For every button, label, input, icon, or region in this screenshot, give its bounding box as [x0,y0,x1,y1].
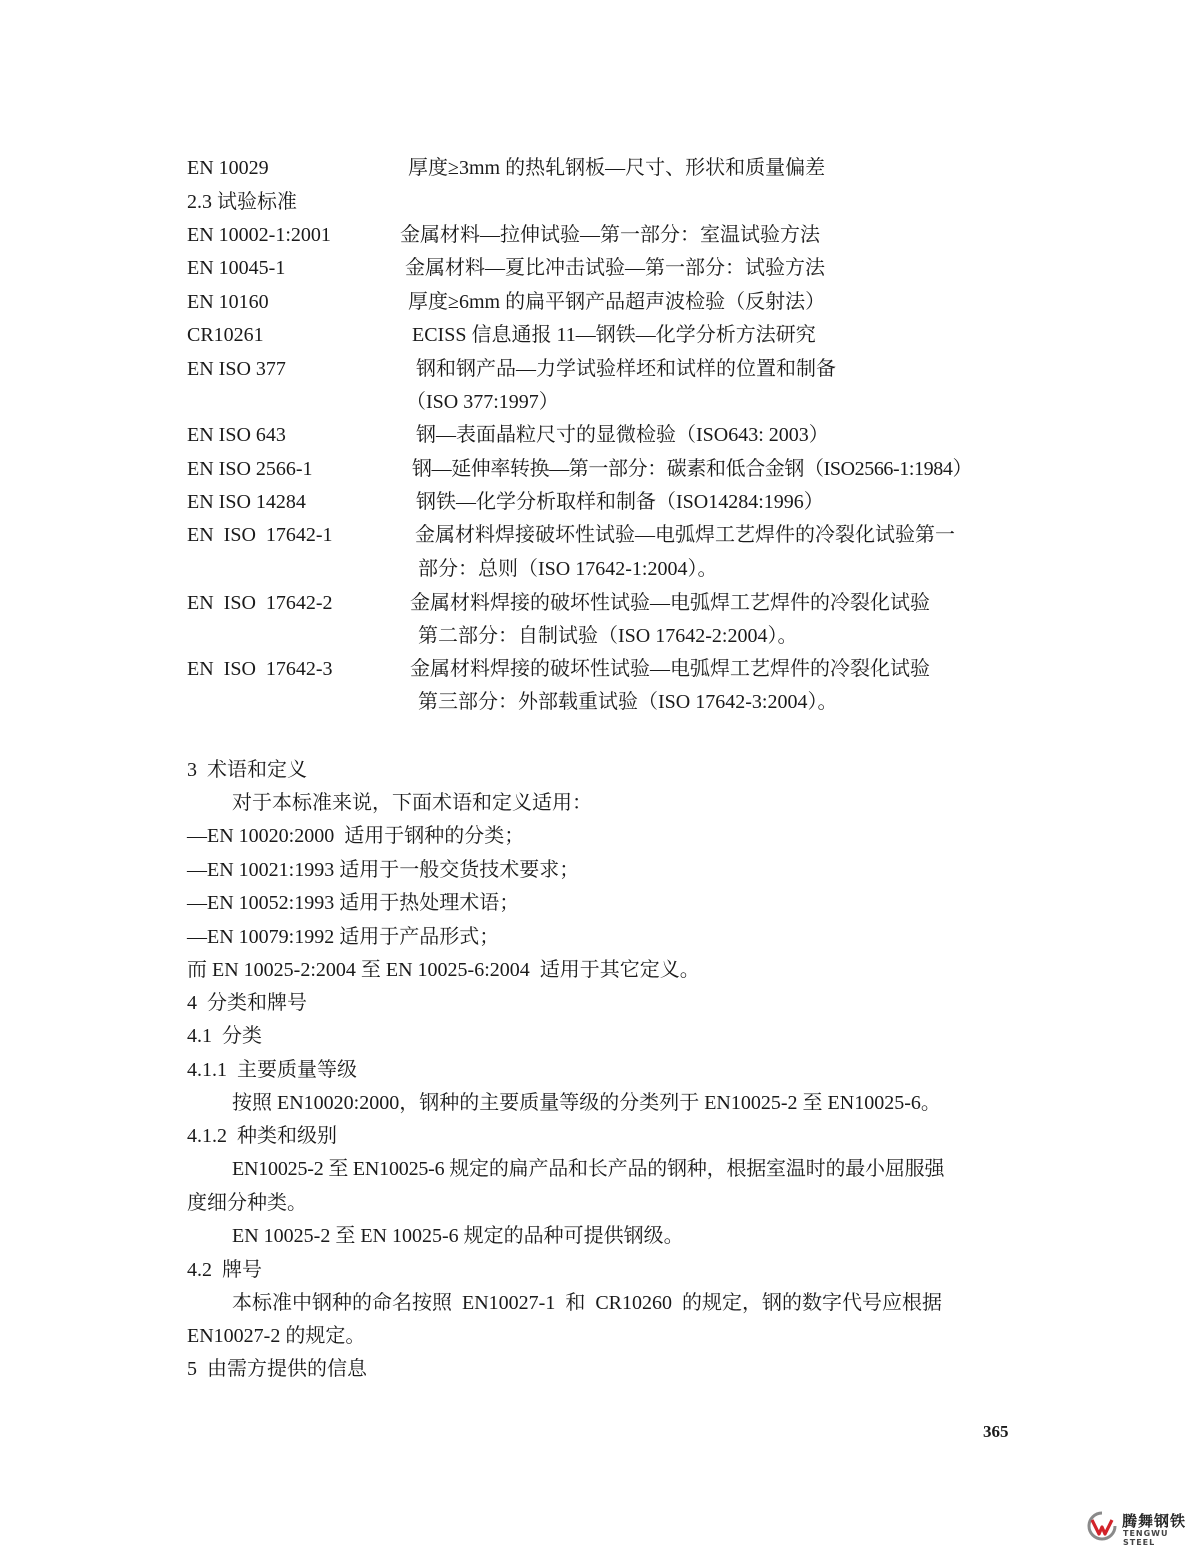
page-number: 365 [983,1422,1009,1441]
standard-code-en10002: EN 10002-1:2001 [187,224,331,246]
section-4-1-2-text-line-2: 度细分种类。 [187,1192,307,1214]
standard-desc-iso17642-3-cont: 第三部分：外部载重试验（ISO 17642-3:2004）。 [418,691,838,713]
standard-desc-iso2566: 钢—延伸率转换—第一部分：碳素和低合金钢（ISO2566-1:1984） [412,458,973,480]
standard-desc-iso377-cont: （ISO 377:1997） [406,391,559,413]
section-heading-4-2: 4.2 牌号 [187,1259,262,1281]
section-3-item-5: 而 EN 10025-2:2004 至 EN 10025-6:2004 适用于其它定义。 [187,959,700,981]
standard-desc-iso17642-1: 金属材料焊接破坏性试验—电弧焊工艺焊件的冷裂化试验第一 [415,524,955,546]
standard-desc-iso377: 钢和钢产品—力学试验样坯和试样的位置和制备 [416,358,836,380]
standard-desc-en10160: 厚度≥6mm 的扁平钢产品超声波检验（反射法） [408,291,826,313]
section-4-1-1-text: 按照 EN10020:2000，钢种的主要质量等级的分类列于 EN10025-2 至 EN10025-6。 [232,1092,941,1114]
standard-desc-iso17642-1-cont: 部分：总则（ISO 17642-1:2004）。 [418,558,718,580]
section-heading-3: 3 术语和定义 [187,759,307,781]
section-4-1-2-text-2: EN 10025-2 至 EN 10025-6 规定的品种可提供钢级。 [232,1225,684,1247]
standard-desc-iso17642-2: 金属材料焊接的破坏性试验—电弧焊工艺焊件的冷裂化试验 [410,592,930,614]
standard-desc-en10029: 厚度≥3mm 的热轧钢板—尺寸、形状和质量偏差 [408,157,826,179]
standard-code-iso17642-2: EN ISO 17642-2 [187,592,333,614]
standard-code-en10160: EN 10160 [187,291,269,313]
standard-desc-iso17642-3: 金属材料焊接的破坏性试验—电弧焊工艺焊件的冷裂化试验 [410,658,930,680]
logo-english-name: TENGWU STEEL [1123,1529,1169,1547]
section-3-item-4: —EN 10079:1992 适用于产品形式； [187,926,500,948]
section-heading-4-1-2: 4.1.2 种类和级别 [187,1125,337,1147]
section-heading-5: 5 由需方提供的信息 [187,1358,367,1380]
standard-desc-cr10261: ECISS 信息通报 11—钢铁—化学分析方法研究 [412,324,816,346]
standard-code-iso17642-3: EN ISO 17642-3 [187,658,333,680]
standard-desc-en10002: 金属材料—拉伸试验—第一部分：室温试验方法 [400,224,820,246]
section-4-2-text-line-2: EN10027-2 的规定。 [187,1325,366,1347]
standard-code-iso2566: EN ISO 2566-1 [187,458,313,480]
section-heading-4: 4 分类和牌号 [187,992,307,1014]
section-4-2-text-line-1: 本标准中钢种的命名按照 EN10027-1 和 CR10260 的规定，钢的数字代号应根据 [232,1292,942,1314]
logo-chinese-name: 腾舞钢铁 [1122,1512,1187,1530]
section-3-item-1: —EN 10020:2000 适用于钢种的分类； [187,825,525,847]
standard-code-iso17642-1: EN ISO 17642-1 [187,524,333,546]
standard-code-en10029: EN 10029 [187,157,269,179]
section-heading-4-1: 4.1 分类 [187,1025,262,1047]
standard-code-cr10261: CR10261 [187,324,264,346]
section-3-item-3: —EN 10052:1993 适用于热处理术语； [187,892,520,914]
section-heading-2-3: 2.3 试验标准 [187,191,297,213]
section-3-intro: 对于本标准来说，下面术语和定义适用： [232,792,592,814]
tengwu-logo-icon [1086,1510,1118,1542]
section-4-1-2-text-line-1: EN10025-2 至 EN10025-6 规定的扁产品和长产品的钢种，根据室温时的最小屈服强 [232,1158,945,1180]
standard-desc-iso14284: 钢铁—化学分析取样和制备（ISO14284:1996） [416,491,824,513]
section-3-item-2: —EN 10021:1993 适用于一般交货技术要求； [187,859,580,881]
standard-desc-iso643: 钢—表面晶粒尺寸的显微检验（ISO643: 2003） [416,424,829,446]
standard-desc-iso17642-2-cont: 第二部分：自制试验（ISO 17642-2:2004）。 [418,625,798,647]
standard-code-iso643: EN ISO 643 [187,424,286,446]
standard-code-iso14284: EN ISO 14284 [187,491,306,513]
standard-code-en10045: EN 10045-1 [187,257,286,279]
standard-code-iso377: EN ISO 377 [187,358,286,380]
section-heading-4-1-1: 4.1.1 主要质量等级 [187,1059,357,1081]
company-logo [1086,1508,1190,1547]
standard-desc-en10045: 金属材料—夏比冲击试验—第一部分：试验方法 [405,257,825,279]
